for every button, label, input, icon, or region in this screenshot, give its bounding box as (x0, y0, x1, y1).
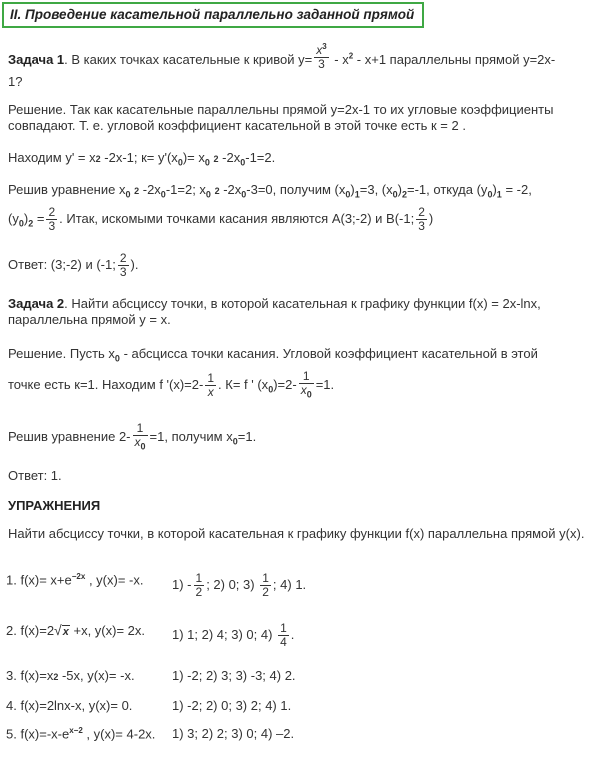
task2-answer: Ответ: 1. (8, 468, 62, 483)
task1-points: $(y_0)_2$ = $\frac{2}{3}$ . Итак, искомыми точками касания являются A(3;-2) и B(-1; $\frac{2}{3}$ ) (8, 205, 434, 233)
exercises-intro: Найти абсциссу точки, в которой касательная к графику функции f(x) параллельна прямой y(x). (8, 526, 585, 541)
exercise-3-options: 1) -2; 2) 3; 3) -3; 4) 2. (172, 668, 296, 683)
task1-question-end: 1? (8, 74, 23, 89)
exercise-5: 5. $f(x)=-x-e^{x-2}$ , y(x)= 4-2x. (6, 726, 156, 742)
task1-answer: Ответ: (3;-2) и (-1; $\frac{2}{3}$ ). (8, 251, 139, 279)
section-title: II. Проведение касательной параллельно заданной прямой (2, 2, 424, 28)
task2-solution: Решение. Пусть $x_0$ - абсцисса точки касания. Угловой коэффициент касательной в этой (8, 346, 538, 364)
task2-label: Задача 2 (8, 296, 65, 311)
task1-solve: Решив уравнение $x_0$ 2 $-2x_0-1=2$; $x_0$ 2 $-2x_0-3=0$, получим $(x_0)_1=3$, $(x_0)_2=-1$, откуда $(y_0)_1 = -2$, (8, 182, 532, 200)
exercise-5-options: 1) 3; 2) 2; 3) 0; 4) –2. (172, 726, 295, 741)
task1-solution: Решение. Так как касательные параллельны прямой y=2x-1 то их угловые коэффициенты совпадают. Т. е. угловой коэффициент касательной в этой точке есть к = 2 . (8, 102, 554, 133)
exercise-3: 3. f(x)=x2 -5x, y(x)= -x. (6, 668, 135, 683)
exercise-4: 4. f(x)=2lnx-x, y(x)= 0. (6, 698, 133, 713)
task1-question: Задача 1. В каких точках касательные к кривой y= $\frac{x^3}{3}$ - $x^2 - x+1$ параллельны прямой y=2x- (8, 42, 556, 71)
exercise-2: 2. f(x)=2√x +x, y(x)= 2x. (6, 622, 146, 638)
exercise-2-options: 1) 1; 2) 4; 3) 0; 4) $\frac{1}{4}$ . (172, 621, 295, 649)
task1-find: Находим y' = x2 -2x-1; $к= y'(x_0)= x_0$ 2 $-2x_0-1=2$. (8, 150, 276, 168)
exercises-heading: УПРАЖНЕНИЯ (8, 498, 101, 513)
exercise-1: 1. $f(x)= x+e^{-2x}$ , y(x)= -x. (6, 572, 144, 588)
task2-question: Задача 2. Найти абсциссу точки, в которой касательная к графику функции f(x) = 2x-lnx, параллельна прямой y = x. (8, 296, 541, 327)
exercise-4-options: 1) -2; 2) 0; 3) 2; 4) 1. (172, 698, 292, 713)
task1-label: Задача 1 (8, 52, 65, 67)
task2-solve: Решив уравнение 2- $\frac{1}{x_0}$ =1, получим $x_0=1$. (8, 421, 257, 452)
exercise-1-options: 1) - $\frac{1}{2}$ ; 2) 0; 3) $\frac{1}{2}$ ; 4) 1. (172, 571, 307, 599)
task2-find: точке есть к=1. Находим f '(x)=2- $\frac{1}{x}$ . К= f ' $(x_0)=2-$ $\frac{1}{x_0}$ =1. (8, 369, 335, 400)
